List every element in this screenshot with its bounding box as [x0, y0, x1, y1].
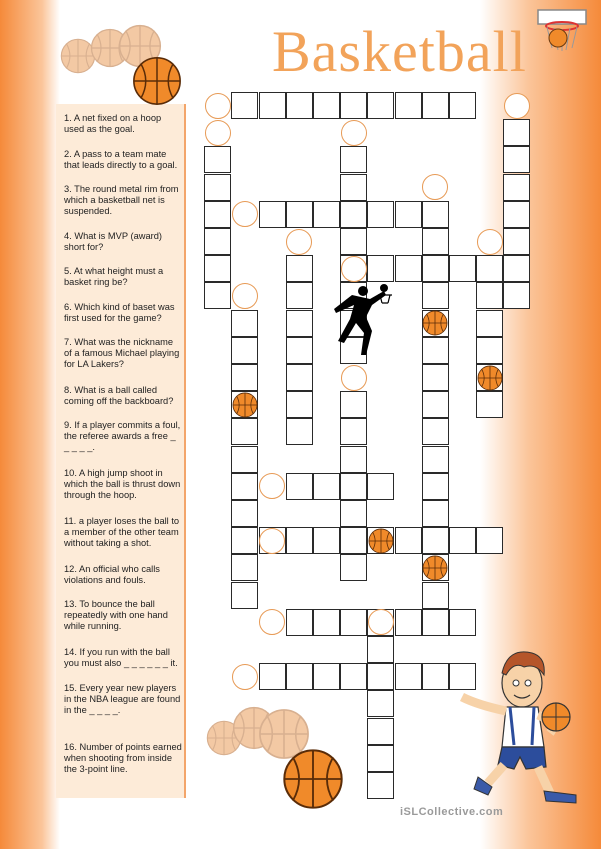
grid-cell[interactable] [340, 391, 367, 418]
grid-cell[interactable] [286, 527, 313, 554]
grid-cell[interactable] [340, 527, 367, 554]
grid-cell[interactable] [231, 364, 258, 391]
clue-10: 10. A high jump shoot in which the ball is thrust down through the hoop. [64, 468, 181, 501]
grid-cell[interactable] [422, 609, 449, 636]
grid-number-2 [341, 256, 367, 282]
grid-cell[interactable] [286, 201, 313, 228]
grid-cell[interactable] [367, 745, 394, 772]
grid-cell[interactable] [422, 582, 449, 609]
grid-cell[interactable] [503, 119, 530, 146]
grid-cell[interactable] [340, 473, 367, 500]
grid-cell[interactable] [340, 201, 367, 228]
grid-cell[interactable] [231, 554, 258, 581]
grid-cell[interactable] [340, 446, 367, 473]
grid-cell[interactable] [449, 609, 476, 636]
grid-number-1 [504, 93, 530, 119]
grid-cell[interactable] [422, 255, 449, 282]
grid-cell[interactable] [340, 92, 367, 119]
clue-8: 8. What is a ball called coming off the backboard? [64, 385, 174, 407]
grid-cell[interactable] [286, 310, 313, 337]
grid-cell[interactable] [340, 418, 367, 445]
grid-cell[interactable] [503, 282, 530, 309]
grid-cell[interactable] [367, 636, 394, 663]
grid-cell[interactable] [204, 174, 231, 201]
grid-cell[interactable] [340, 609, 367, 636]
grid-cell[interactable] [231, 92, 258, 119]
grid-cell[interactable] [204, 255, 231, 282]
grid-cell[interactable] [313, 92, 340, 119]
grid-cell[interactable] [367, 772, 394, 799]
grid-cell[interactable] [286, 92, 313, 119]
grid-cell[interactable] [503, 201, 530, 228]
grid-cell[interactable] [367, 255, 394, 282]
grid-number-8 [341, 365, 367, 391]
clue-13: 13. To bounce the ball repeatedly with one hand while running. [64, 599, 168, 632]
grid-cell[interactable] [476, 391, 503, 418]
grid-number-13 [259, 609, 285, 635]
grid-cell[interactable] [422, 391, 449, 418]
grid-cell[interactable] [476, 527, 503, 554]
grid-cell[interactable] [503, 174, 530, 201]
grid-number-3 [341, 120, 367, 146]
grid-cell[interactable] [340, 174, 367, 201]
grid-cell[interactable] [422, 364, 449, 391]
grid-cell[interactable] [449, 527, 476, 554]
grid-cell[interactable] [395, 201, 422, 228]
grid-cell[interactable] [422, 500, 449, 527]
grid-cell[interactable] [476, 255, 503, 282]
grid-cell[interactable] [422, 527, 449, 554]
grid-cell[interactable] [286, 337, 313, 364]
grid-cell[interactable] [449, 255, 476, 282]
clue-6: 6. Which kind of baset was first used for the game? [64, 302, 175, 324]
basketball-player-icon [326, 283, 398, 359]
grid-number-15 [259, 473, 285, 499]
left-orange-band [0, 0, 60, 849]
grid-number-14 [205, 120, 231, 146]
grid-cell[interactable] [367, 663, 394, 690]
clue-9: 9. If a player commits a foul, the referee awards a free _ _ _ _ _. [64, 420, 181, 453]
grid-cell[interactable] [395, 255, 422, 282]
grid-cell[interactable] [259, 92, 286, 119]
clue-4: 4. What is MVP (award) short for? [64, 231, 162, 253]
grid-cell[interactable] [422, 418, 449, 445]
grid-number-11 [205, 93, 231, 119]
grid-cell[interactable] [286, 282, 313, 309]
grid-number-15 [368, 609, 394, 635]
clue-7: 7. What was the nickname of a famous Michael playing for LA Lakers? [64, 337, 180, 370]
grid-cell[interactable] [340, 500, 367, 527]
basketball-icon [132, 56, 182, 106]
grid-cell[interactable] [313, 663, 340, 690]
cartoon-player-icon [448, 635, 596, 810]
clue-12: 12. An official who calls violations and fouls. [64, 564, 160, 586]
grid-cell[interactable] [422, 282, 449, 309]
clue-11: 11. a player loses the ball to a member of the other team without taking a shot. [64, 516, 180, 549]
grid-cell[interactable] [476, 310, 503, 337]
grid-cell[interactable] [231, 473, 258, 500]
grid-number-12 [286, 229, 312, 255]
grid-cell[interactable] [503, 228, 530, 255]
basketball-icon [368, 528, 394, 554]
footer-watermark: iSLCollective.com [400, 806, 504, 818]
grid-cell[interactable] [340, 228, 367, 255]
page-title: Basketball [272, 19, 527, 84]
grid-cell[interactable] [503, 255, 530, 282]
grid-number-4 [422, 174, 448, 200]
basketball-icon [282, 748, 344, 810]
grid-cell[interactable] [231, 500, 258, 527]
grid-cell[interactable] [204, 146, 231, 173]
basketball-icon [477, 365, 503, 391]
grid-cell[interactable] [422, 228, 449, 255]
grid-cell[interactable] [422, 92, 449, 119]
grid-cell[interactable] [231, 446, 258, 473]
grid-cell[interactable] [422, 446, 449, 473]
grid-number-9 [232, 201, 258, 227]
grid-cell[interactable] [231, 418, 258, 445]
grid-number-5 [259, 528, 285, 554]
grid-cell[interactable] [286, 364, 313, 391]
clue-2: 2. A pass to a team mate that leads directly to a goal. [64, 149, 178, 171]
basketball-icon [422, 555, 448, 581]
clue-5: 5. At what height must a basket ring be? [64, 266, 164, 288]
grid-cell[interactable] [259, 663, 286, 690]
grid-cell[interactable] [204, 228, 231, 255]
grid-cell[interactable] [286, 663, 313, 690]
grid-cell[interactable] [395, 527, 422, 554]
grid-cell[interactable] [231, 582, 258, 609]
grid-cell[interactable] [395, 609, 422, 636]
grid-cell[interactable] [313, 609, 340, 636]
grid-cell[interactable] [204, 201, 231, 228]
grid-cell[interactable] [231, 310, 258, 337]
grid-cell[interactable] [313, 473, 340, 500]
grid-cell[interactable] [286, 418, 313, 445]
grid-cell[interactable] [395, 92, 422, 119]
grid-number-10 [477, 229, 503, 255]
grid-cell[interactable] [395, 663, 422, 690]
grid-cell[interactable] [367, 473, 394, 500]
grid-cell[interactable] [313, 527, 340, 554]
grid-cell[interactable] [503, 146, 530, 173]
grid-number-7 [232, 283, 258, 309]
basketball-icon [232, 392, 258, 418]
grid-cell[interactable] [422, 337, 449, 364]
grid-cell[interactable] [286, 473, 313, 500]
grid-cell[interactable] [231, 337, 258, 364]
grid-cell[interactable] [340, 663, 367, 690]
grid-cell[interactable] [259, 201, 286, 228]
grid-cell[interactable] [340, 146, 367, 173]
clue-3: 3. The round metal rim from which a basketball net is suspended. [64, 184, 179, 217]
grid-cell[interactable] [476, 337, 503, 364]
clue-14: 14. If you run with the ball you must also _ _ _ _ _ _ it. [64, 647, 178, 669]
grid-cell[interactable] [367, 690, 394, 717]
clue-16: 16. Number of points earned when shooting from inside the 3-point line. [64, 742, 182, 775]
grid-cell[interactable] [204, 282, 231, 309]
grid-cell[interactable] [367, 201, 394, 228]
grid-cell[interactable] [340, 554, 367, 581]
grid-cell[interactable] [449, 92, 476, 119]
grid-cell[interactable] [313, 201, 340, 228]
grid-number-6 [232, 664, 258, 690]
grid-cell[interactable] [286, 609, 313, 636]
basketball-icon [422, 310, 448, 336]
clue-15: 15. Every year new players in the NBA league are found in the _ _ _ _. [64, 683, 181, 716]
basketball-hoop-icon [536, 8, 588, 60]
grid-cell[interactable] [367, 718, 394, 745]
grid-cell[interactable] [422, 473, 449, 500]
grid-cell[interactable] [476, 282, 503, 309]
grid-cell[interactable] [286, 391, 313, 418]
grid-cell[interactable] [231, 527, 258, 554]
grid-cell[interactable] [422, 663, 449, 690]
grid-cell[interactable] [422, 201, 449, 228]
grid-cell[interactable] [286, 255, 313, 282]
grid-cell[interactable] [367, 92, 394, 119]
clue-1: 1. A net fixed on a hoop used as the goal. [64, 113, 162, 135]
